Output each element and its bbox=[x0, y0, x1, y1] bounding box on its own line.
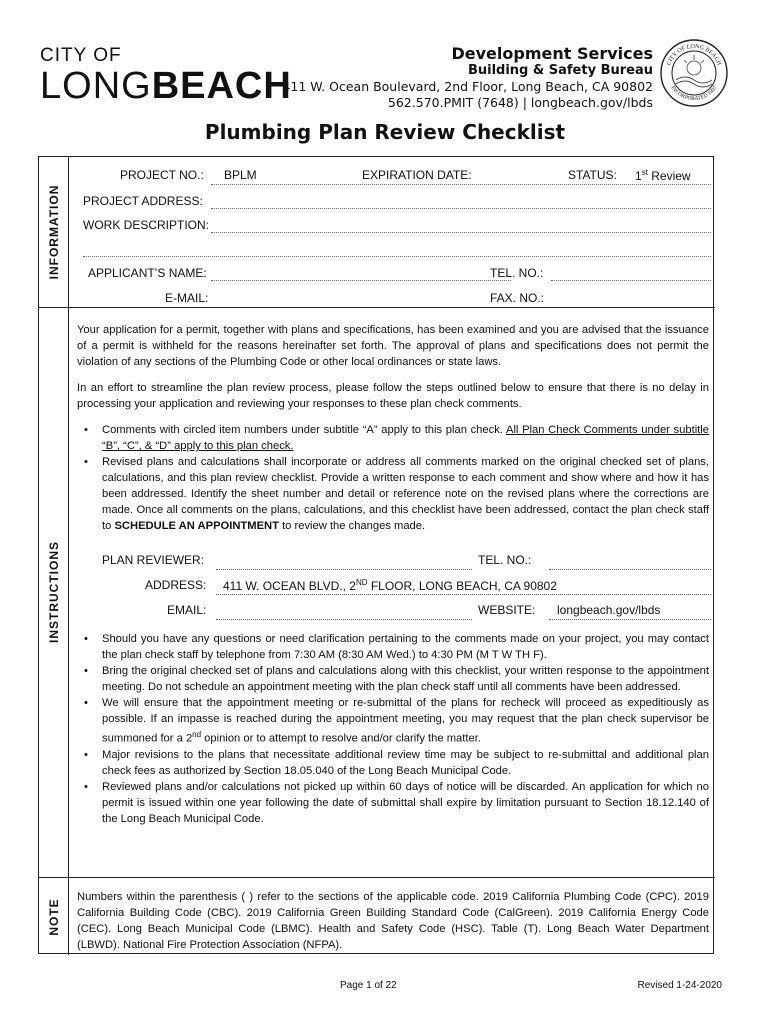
reviewer-website-value: longbeach.gov/lbds bbox=[557, 603, 661, 617]
reviewer-website-label: WEBSITE: bbox=[478, 603, 536, 617]
logo-beach: BEACH bbox=[151, 65, 292, 107]
project-address-field[interactable] bbox=[211, 208, 711, 209]
department-name: Development Services bbox=[451, 44, 653, 63]
status-label: STATUS: bbox=[568, 168, 617, 182]
reviewer-email-field[interactable] bbox=[216, 619, 472, 620]
project-no-field[interactable]: BPLM bbox=[224, 168, 257, 182]
instructions-section-label: INSTRUCTIONS bbox=[47, 541, 61, 643]
reviewer-tel-label: TEL. NO.: bbox=[478, 553, 532, 567]
project-no-label: PROJECT NO.: bbox=[120, 168, 204, 182]
reviewer-website-line bbox=[549, 619, 711, 620]
instructions-streamline-paragraph: In an effort to streamline the plan review process, please follow the steps outlined below to ensure that there is no delay in processing your application and reviewing your responses to these plan check comments. bbox=[77, 382, 709, 410]
status-num: 1 bbox=[635, 169, 642, 183]
reviewer-email-label: EMAIL: bbox=[167, 603, 207, 617]
instructions-intro-paragraph: Your application for a permit, together with plans and specifications, has been examined and you are advised that the issuance of a permit is withheld for the reasons hereinafter set forth. The approval of plans and specifications does not permit the violation of any sections of the Plumbing Code or other local ordinances or state laws. bbox=[77, 324, 709, 368]
seal-text-top: CITY OF LONG BEACH bbox=[666, 43, 722, 67]
status-sup: st bbox=[641, 168, 648, 177]
address-value-part2: FLOOR, LONG BEACH, CA 90802 bbox=[367, 579, 557, 593]
reviewer-address-value bbox=[223, 578, 557, 593]
bureau-address: 411 W. Ocean Boulevard, 2nd Floor, Long Beach, CA 90802 bbox=[282, 79, 653, 94]
note-text: Numbers within the parenthesis ( ) refer to the sections of the applicable code. 2019 California Plumbing Code (CPC). 2019 California Building Code (CBC). 2019 California Green Building Standard Code (CalGreen). 2019 California Energy Code (CEC). Long Beach Municipal Code (LBMC). Health and Safety Code (HSC). Table (T). Long Beach Water Department (LBWD). National Fire Protection Association (NFPA). bbox=[77, 891, 709, 951]
bureau-phone-web: 562.570.PMIT (7648) | longbeach.gov/lbds bbox=[387, 95, 653, 110]
plan-reviewer-field[interactable] bbox=[216, 569, 472, 570]
logo-long-beach bbox=[40, 66, 292, 106]
bullet-circled-items bbox=[77, 422, 709, 454]
applicant-tel-field[interactable] bbox=[551, 280, 711, 281]
applicant-name-label: APPLICANT’S NAME: bbox=[88, 266, 207, 280]
bullet-appointment-text: We will ensure that the appointment meeting or re-submittal of the plans for recheck will proceed as expeditiously as possible. If an impasse is reached during the appointment meeting, you may request that the plan check supervisor be summoned for a 2 bbox=[102, 697, 709, 745]
bullet-circled-items-underlined: All Plan Check Comments under subtitle “B”, “C”, & “D” apply to this plan check. bbox=[102, 424, 710, 452]
project-no-line bbox=[211, 184, 711, 185]
applicant-name-field[interactable] bbox=[211, 280, 511, 281]
schedule-appointment-emphasis: SCHEDULE AN APPOINTMENT bbox=[114, 520, 279, 532]
work-description-field-line2[interactable] bbox=[83, 256, 711, 257]
information-section-label: INFORMATION bbox=[47, 184, 61, 280]
bullet-bring-plans: • Bring the original checked set of plans and calculations along with this checklist, your written response to the appointment meeting. Do not schedule an appointment meeting with the plan check staff until all comments have been addressed. bbox=[77, 663, 709, 695]
city-logo bbox=[40, 46, 292, 106]
note-section-label: NOTE bbox=[47, 898, 61, 936]
reviewer-address-line bbox=[216, 594, 711, 595]
work-description-label: WORK DESCRIPTION: bbox=[83, 218, 210, 232]
address-value-part1: 411 W. OCEAN BLVD., 2 bbox=[223, 579, 356, 593]
applicant-tel-label: TEL. NO.: bbox=[490, 266, 544, 280]
bureau-name: Building & Safety Bureau bbox=[467, 63, 653, 78]
logo-city-of: CITY OF bbox=[40, 45, 122, 66]
section-divider bbox=[39, 307, 715, 308]
bullet-major-revisions: • Major revisions to the plans that necessitate additional review time may be subject to re-submittal and additional plan check fees as authorized by Section 18.05.040 of the Long Beach Municipal Code. bbox=[77, 747, 709, 779]
fax-label: FAX. NO.: bbox=[490, 291, 545, 305]
project-address-label: PROJECT ADDRESS: bbox=[83, 194, 203, 208]
bullet-discarded-plans: • Reviewed plans and/or calculations not picked up within 60 days of notice will be discarded. An application for which no permit is issued within one year following the date of submittal shall expire by limitation pursuant to Section 18.12.140 of the Long Beach Municipal Code. bbox=[77, 779, 709, 827]
revision-date: Revised 1-24-2020 bbox=[637, 980, 722, 991]
bullet-revised-plans-end: to review the changes made. bbox=[278, 520, 426, 532]
email-label: E-MAIL: bbox=[165, 291, 209, 305]
reviewer-tel-field[interactable] bbox=[549, 569, 711, 570]
bureau-info bbox=[282, 44, 653, 111]
bullet-appointment bbox=[77, 695, 709, 747]
plan-reviewer-label: PLAN REVIEWER: bbox=[102, 553, 205, 567]
instructions-bullets-bottom bbox=[77, 631, 709, 827]
logo-long: LONG bbox=[40, 65, 152, 107]
checklist-form bbox=[38, 156, 714, 954]
bullet-circled-items-text: Comments with circled item numbers under subtitle “A” apply to this plan check. bbox=[102, 424, 506, 436]
bullet-revised-plans-text: Revised plans and calculations shall incorporate or address all comments marked on the original checked set of plans, calculations, and this plan review checklist. Provide a written response to each comment and show where and how it has been addressed. Identify the sheet number and detail or reference note on the revised plans where the corrections are made. Once all comments on the plans, calculations, and this checklist have been addressed, contact the plan check staff to bbox=[102, 456, 709, 532]
expiration-date-label: EXPIRATION DATE: bbox=[362, 168, 472, 182]
document-title: Plumbing Plan Review Checklist bbox=[204, 120, 566, 144]
bullet-revised-plans bbox=[77, 454, 709, 534]
bullet-appointment-end: opinion or to attempt to resolve and/or clarify the matter. bbox=[201, 732, 481, 745]
address-value-sup: ND bbox=[355, 578, 368, 587]
status-field[interactable] bbox=[635, 168, 691, 183]
status-text: Review bbox=[647, 169, 691, 183]
city-seal-icon bbox=[659, 38, 729, 108]
bullet-appointment-sup: nd bbox=[192, 730, 202, 739]
seal-text-bottom: INCORPORATED 1897 bbox=[669, 85, 719, 103]
instructions-bullets-top bbox=[77, 422, 709, 534]
bullet-questions: • Should you have any questions or need clarification pertaining to the comments made on your project, you may contact the plan check staff by telephone from 7:30 AM (8:30 AM Wed.) to 4:30 PM (M T W TH F). bbox=[77, 631, 709, 663]
reviewer-address-label: ADDRESS: bbox=[145, 578, 207, 592]
section-divider bbox=[39, 877, 715, 878]
work-description-field[interactable] bbox=[211, 232, 711, 233]
page-number: Page 1 of 22 bbox=[340, 980, 397, 991]
